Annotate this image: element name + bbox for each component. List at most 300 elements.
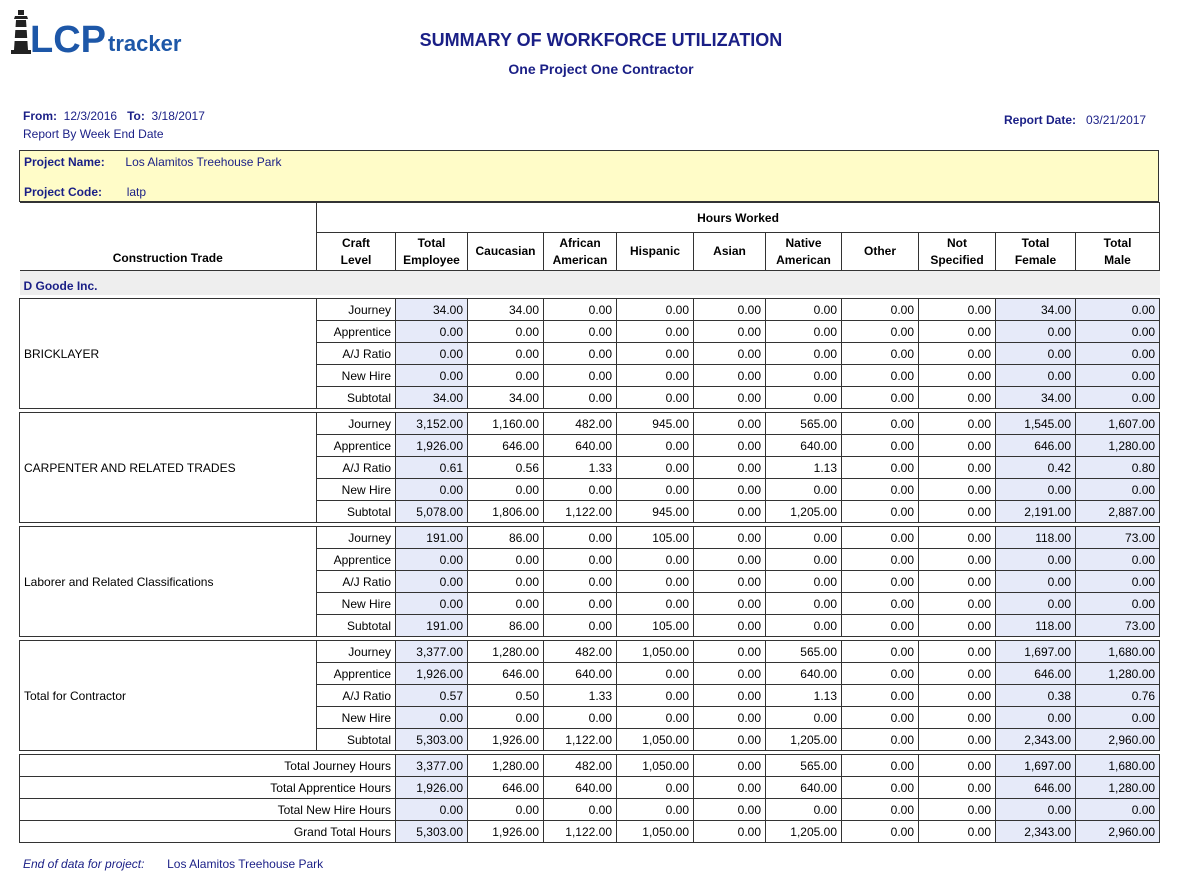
table-cell: 482.00	[544, 641, 617, 663]
table-cell: 34.00	[996, 387, 1076, 409]
table-cell: 640.00	[766, 435, 842, 457]
table-cell: 0.00	[544, 527, 617, 549]
column-header-line2: Female	[1014, 252, 1057, 267]
table-cell: 191.00	[396, 615, 468, 637]
table-cell: 1,122.00	[544, 501, 617, 523]
table-cell: 0.00	[544, 365, 617, 387]
table-cell: 0.00	[468, 365, 544, 387]
table-cell: 0.00	[468, 707, 544, 729]
table-cell: 0.00	[919, 343, 996, 365]
table-cell: 482.00	[544, 755, 617, 777]
table-cell: 0.00	[842, 641, 919, 663]
table-cell: 1,697.00	[996, 755, 1076, 777]
table-cell: 0.00	[919, 821, 996, 843]
craft-level: Journey	[317, 527, 396, 549]
craft-level: A/J Ratio	[317, 571, 396, 593]
table-cell: 646.00	[468, 663, 544, 685]
craft-level: New Hire	[317, 479, 396, 501]
to-label: To:	[127, 109, 145, 123]
table-cell: 0.00	[694, 343, 766, 365]
report-title: SUMMARY OF WORKFORCE UTILIZATION	[419, 30, 783, 50]
table-cell: 0.00	[694, 755, 766, 777]
table-cell: 0.00	[694, 729, 766, 751]
table-cell: 0.00	[842, 387, 919, 409]
table-cell: 565.00	[766, 641, 842, 663]
table-cell: 1,926.00	[468, 821, 544, 843]
table-cell: 0.00	[766, 527, 842, 549]
report-basis: Report By Week End Date	[23, 127, 164, 141]
column-header-native-american	[766, 233, 842, 271]
from-value: 12/3/2016	[63, 109, 118, 123]
table-cell: 0.00	[842, 821, 919, 843]
project-code-value: latp	[126, 185, 147, 199]
table-cell: 646.00	[996, 663, 1076, 685]
table-cell: 1,280.00	[1076, 777, 1160, 799]
date-range	[23, 109, 205, 123]
project-info-box	[19, 150, 1159, 202]
table-cell: 0.00	[617, 593, 694, 615]
table-cell: 0.00	[996, 799, 1076, 821]
table-cell: 0.00	[1076, 365, 1160, 387]
table-cell: 1,160.00	[468, 413, 544, 435]
table-cell: 0.00	[919, 777, 996, 799]
table-cell: 86.00	[468, 615, 544, 637]
column-header-craft-level	[317, 233, 396, 271]
table-cell: 1.33	[544, 457, 617, 479]
table-cell: 0.00	[766, 343, 842, 365]
column-header-line2: Employee	[403, 252, 460, 267]
table-cell: 0.00	[617, 321, 694, 343]
table-cell: 0.00	[842, 501, 919, 523]
from-label: From:	[23, 109, 57, 123]
table-cell: 1,806.00	[468, 501, 544, 523]
table-cell: 0.00	[617, 299, 694, 321]
table-cell: 0.00	[842, 343, 919, 365]
table-cell: 0.38	[996, 685, 1076, 707]
column-header-line2: Specified	[930, 252, 984, 267]
table-cell: 0.00	[842, 365, 919, 387]
table-cell: 0.00	[468, 321, 544, 343]
table-cell: 0.00	[842, 729, 919, 751]
table-cell: 1,607.00	[1076, 413, 1160, 435]
table-row	[20, 527, 1160, 549]
svg-text:tracker: tracker	[108, 31, 182, 56]
contractor-name: D Goode Inc.	[20, 271, 1160, 295]
table-cell: 0.00	[617, 663, 694, 685]
total-label: Grand Total Hours	[20, 821, 396, 843]
table-cell: 0.00	[694, 549, 766, 571]
table-cell: 1,545.00	[996, 413, 1076, 435]
table-cell: 0.00	[842, 571, 919, 593]
table-cell: 34.00	[996, 299, 1076, 321]
table-cell: 0.00	[468, 571, 544, 593]
table-cell: 0.00	[1076, 799, 1160, 821]
table-cell: 646.00	[468, 777, 544, 799]
total-row	[20, 755, 1160, 777]
table-cell: 0.00	[996, 479, 1076, 501]
table-cell: 0.00	[919, 435, 996, 457]
table-cell: 3,377.00	[396, 755, 468, 777]
table-cell: 73.00	[1076, 615, 1160, 637]
table-cell: 0.00	[694, 321, 766, 343]
table-cell: 34.00	[396, 387, 468, 409]
table-cell: 0.00	[544, 387, 617, 409]
table-cell: 0.00	[694, 527, 766, 549]
table-cell: 0.00	[919, 593, 996, 615]
table-row	[20, 299, 1160, 321]
table-cell: 0.00	[617, 799, 694, 821]
table-cell: 0.42	[996, 457, 1076, 479]
table-cell: 105.00	[617, 527, 694, 549]
table-cell: 2,191.00	[996, 501, 1076, 523]
table-cell: 0.00	[919, 707, 996, 729]
table-cell: 0.00	[544, 299, 617, 321]
table-cell: 0.00	[919, 479, 996, 501]
craft-level: Apprentice	[317, 663, 396, 685]
table-cell: 0.00	[617, 479, 694, 501]
table-cell: 0.00	[468, 593, 544, 615]
craft-level: Subtotal	[317, 387, 396, 409]
table-cell: 1,926.00	[468, 729, 544, 751]
column-header-line1: Craft	[341, 235, 370, 250]
table-cell: 1,926.00	[396, 663, 468, 685]
table-cell: 0.00	[996, 549, 1076, 571]
table-cell: 1,697.00	[996, 641, 1076, 663]
table-cell: 0.00	[544, 343, 617, 365]
craft-level: New Hire	[317, 593, 396, 615]
table-cell: 0.00	[694, 799, 766, 821]
table-cell: 0.00	[919, 527, 996, 549]
table-cell: 0.00	[694, 299, 766, 321]
table-cell: 118.00	[996, 615, 1076, 637]
table-cell: 3,152.00	[396, 413, 468, 435]
table-cell: 646.00	[996, 435, 1076, 457]
column-header-line2: Caucasian	[475, 244, 536, 258]
table-cell: 0.00	[694, 413, 766, 435]
table-cell: 0.00	[919, 799, 996, 821]
end-of-data	[23, 857, 323, 871]
table-cell: 0.00	[396, 321, 468, 343]
table-cell: 1,926.00	[396, 777, 468, 799]
table-cell: 0.00	[842, 321, 919, 343]
table-cell: 0.00	[1076, 593, 1160, 615]
column-header-line2: Other	[863, 244, 896, 258]
table-cell: 0.00	[1076, 707, 1160, 729]
column-header-african-american	[544, 233, 617, 271]
table-cell: 0.00	[617, 365, 694, 387]
trade-name: BRICKLAYER	[20, 299, 317, 409]
table-cell: 1,280.00	[1076, 435, 1160, 457]
table-cell: 1,280.00	[468, 641, 544, 663]
column-header-line2: Hispanic	[629, 244, 680, 258]
table-cell: 0.00	[919, 615, 996, 637]
table-cell: 565.00	[766, 413, 842, 435]
table-cell: 1,050.00	[617, 821, 694, 843]
table-cell: 0.00	[396, 593, 468, 615]
report-date-value: 03/21/2017	[1086, 113, 1147, 127]
column-header-line1: Total	[1021, 235, 1050, 250]
table-cell: 0.00	[1076, 387, 1160, 409]
table-cell: 0.00	[468, 549, 544, 571]
total-row	[20, 821, 1160, 843]
table-cell: 0.00	[842, 593, 919, 615]
project-name-value: Los Alamitos Treehouse Park	[125, 155, 282, 169]
table-cell: 640.00	[766, 663, 842, 685]
report-date-label: Report Date:	[1004, 113, 1077, 127]
column-header-line2: American	[776, 252, 831, 267]
table-cell: 0.00	[842, 457, 919, 479]
column-header-total-employee	[396, 233, 468, 271]
table-cell: 646.00	[996, 777, 1076, 799]
table-cell: 0.00	[842, 755, 919, 777]
table-cell: 0.61	[396, 457, 468, 479]
table-cell: 0.00	[766, 799, 842, 821]
table-cell: 0.00	[694, 571, 766, 593]
table-row	[20, 413, 1160, 435]
table-cell: 1,205.00	[766, 821, 842, 843]
table-cell: 5,303.00	[396, 821, 468, 843]
report-date	[1004, 113, 1146, 127]
table-cell: 0.00	[919, 299, 996, 321]
table-cell: 0.00	[544, 571, 617, 593]
total-label: Total Journey Hours	[20, 755, 396, 777]
table-cell: 0.00	[468, 343, 544, 365]
craft-level: New Hire	[317, 707, 396, 729]
table-cell: 2,343.00	[996, 821, 1076, 843]
table-cell: 945.00	[617, 501, 694, 523]
table-cell: 0.00	[694, 457, 766, 479]
column-header-hispanic	[617, 233, 694, 271]
table-cell: 0.00	[842, 707, 919, 729]
table-cell: 0.00	[396, 365, 468, 387]
table-cell: 0.00	[766, 365, 842, 387]
table-cell: 0.00	[1076, 321, 1160, 343]
craft-level: Journey	[317, 413, 396, 435]
total-label: Total New Hire Hours	[20, 799, 396, 821]
table-cell: 0.00	[694, 685, 766, 707]
table-cell: 0.00	[694, 501, 766, 523]
table-cell: 0.00	[919, 501, 996, 523]
table-cell: 0.00	[842, 777, 919, 799]
table-cell: 0.00	[919, 729, 996, 751]
table-cell: 0.00	[842, 549, 919, 571]
column-header-line1: Total	[417, 235, 446, 250]
end-of-data-project: Los Alamitos Treehouse Park	[167, 857, 324, 871]
table-cell: 0.00	[919, 571, 996, 593]
column-header-total-female	[996, 233, 1076, 271]
table-cell: 0.00	[919, 663, 996, 685]
column-header-line1: Total	[1103, 235, 1132, 250]
craft-level: A/J Ratio	[317, 685, 396, 707]
table-cell: 640.00	[544, 777, 617, 799]
table-cell: 0.00	[842, 663, 919, 685]
table-cell: 0.00	[1076, 479, 1160, 501]
table-cell: 0.00	[766, 571, 842, 593]
table-cell: 1,122.00	[544, 729, 617, 751]
table-cell: 0.00	[1076, 343, 1160, 365]
table-row	[20, 641, 1160, 663]
table-cell: 0.00	[842, 615, 919, 637]
table-cell: 0.00	[766, 387, 842, 409]
table-cell: 0.00	[842, 413, 919, 435]
craft-level: Journey	[317, 299, 396, 321]
column-header-not-specified	[919, 233, 996, 271]
table-cell: 0.00	[617, 685, 694, 707]
table-cell: 0.00	[766, 321, 842, 343]
table-cell: 0.00	[544, 549, 617, 571]
craft-level: Apprentice	[317, 321, 396, 343]
table-cell: 0.00	[842, 299, 919, 321]
table-cell: 0.80	[1076, 457, 1160, 479]
table-cell: 0.00	[766, 593, 842, 615]
craft-level: Apprentice	[317, 435, 396, 457]
table-cell: 0.00	[396, 799, 468, 821]
trade-name: Laborer and Related Classifications	[20, 527, 317, 637]
table-cell: 0.00	[396, 549, 468, 571]
table-cell: 1,050.00	[617, 641, 694, 663]
craft-level: Apprentice	[317, 549, 396, 571]
table-cell: 0.00	[919, 365, 996, 387]
table-cell: 0.00	[694, 365, 766, 387]
table-cell: 0.00	[694, 615, 766, 637]
craft-level: Journey	[317, 641, 396, 663]
table-cell: 0.00	[996, 593, 1076, 615]
table-cell: 1,680.00	[1076, 641, 1160, 663]
table-cell: 34.00	[468, 387, 544, 409]
table-cell: 73.00	[1076, 527, 1160, 549]
table-cell: 640.00	[766, 777, 842, 799]
table-cell: 0.00	[919, 685, 996, 707]
construction-trade-header: Construction Trade	[20, 233, 317, 271]
table-cell: 0.00	[766, 615, 842, 637]
craft-level: Subtotal	[317, 501, 396, 523]
table-cell: 1,050.00	[617, 755, 694, 777]
craft-level: New Hire	[317, 365, 396, 387]
table-cell: 1.13	[766, 457, 842, 479]
table-cell: 945.00	[617, 413, 694, 435]
table-cell: 0.00	[919, 641, 996, 663]
table-cell: 0.00	[919, 413, 996, 435]
table-cell: 0.00	[842, 527, 919, 549]
total-label: Total Apprentice Hours	[20, 777, 396, 799]
table-cell: 0.00	[694, 777, 766, 799]
table-cell: 5,078.00	[396, 501, 468, 523]
table-cell: 640.00	[544, 435, 617, 457]
table-cell: 0.00	[1076, 549, 1160, 571]
table-cell: 0.00	[468, 799, 544, 821]
table-cell: 0.00	[694, 593, 766, 615]
end-of-data-label: End of data for project:	[23, 857, 145, 871]
report-subtitle: One Project One Contractor	[508, 61, 694, 77]
column-header-line2: Male	[1104, 252, 1131, 267]
table-cell: 2,960.00	[1076, 821, 1160, 843]
table-cell: 0.00	[396, 343, 468, 365]
table-cell: 0.00	[694, 821, 766, 843]
column-header-line1: Not	[947, 235, 967, 250]
table-cell: 0.00	[544, 615, 617, 637]
project-code-label: Project Code:	[24, 185, 103, 199]
table-cell: 0.50	[468, 685, 544, 707]
table-cell: 0.00	[842, 799, 919, 821]
table-cell: 1,205.00	[766, 501, 842, 523]
table-cell: 0.00	[766, 479, 842, 501]
table-cell: 0.00	[919, 321, 996, 343]
trade-name: Total for Contractor	[20, 641, 317, 751]
table-cell: 2,887.00	[1076, 501, 1160, 523]
craft-level: Subtotal	[317, 729, 396, 751]
table-cell: 0.00	[919, 387, 996, 409]
svg-text:LCP: LCP	[30, 19, 106, 58]
table-cell: 0.00	[996, 321, 1076, 343]
table-cell: 0.00	[617, 549, 694, 571]
total-row	[20, 799, 1160, 821]
table-cell: 0.00	[617, 707, 694, 729]
column-header-line1: African	[559, 235, 601, 250]
table-cell: 0.00	[842, 479, 919, 501]
table-cell: 0.56	[468, 457, 544, 479]
table-cell: 1,205.00	[766, 729, 842, 751]
table-cell: 3,377.00	[396, 641, 468, 663]
table-cell: 0.00	[468, 479, 544, 501]
table-cell: 1,680.00	[1076, 755, 1160, 777]
to-value: 3/18/2017	[151, 109, 205, 123]
workforce-table	[19, 202, 1160, 843]
table-cell: 1,122.00	[544, 821, 617, 843]
table-cell: 0.00	[396, 479, 468, 501]
table-cell: 0.00	[694, 641, 766, 663]
table-cell: 565.00	[766, 755, 842, 777]
table-cell: 34.00	[396, 299, 468, 321]
hours-worked-header: Hours Worked	[317, 203, 1160, 233]
table-cell: 1.13	[766, 685, 842, 707]
table-cell: 0.00	[919, 457, 996, 479]
column-header-line2: Asian	[713, 244, 746, 258]
craft-level: A/J Ratio	[317, 343, 396, 365]
table-cell: 0.00	[996, 571, 1076, 593]
table-cell: 105.00	[617, 615, 694, 637]
table-cell: 0.00	[1076, 299, 1160, 321]
table-cell: 1,280.00	[468, 755, 544, 777]
table-cell: 0.00	[694, 435, 766, 457]
table-cell: 0.00	[617, 387, 694, 409]
table-cell: 646.00	[468, 435, 544, 457]
table-cell: 0.00	[694, 387, 766, 409]
table-cell: 0.00	[617, 777, 694, 799]
table-cell: 5,303.00	[396, 729, 468, 751]
table-cell: 640.00	[544, 663, 617, 685]
table-cell: 0.00	[694, 479, 766, 501]
trade-name: CARPENTER AND RELATED TRADES	[20, 413, 317, 523]
table-cell: 34.00	[468, 299, 544, 321]
table-cell: 86.00	[468, 527, 544, 549]
table-cell: 0.00	[919, 755, 996, 777]
table-cell: 0.00	[617, 571, 694, 593]
table-cell: 118.00	[996, 527, 1076, 549]
table-cell: 0.00	[919, 549, 996, 571]
table-cell: 0.00	[396, 571, 468, 593]
table-cell: 0.00	[694, 707, 766, 729]
project-name-label: Project Name:	[24, 155, 105, 169]
table-cell: 2,960.00	[1076, 729, 1160, 751]
table-cell: 0.00	[544, 321, 617, 343]
total-row	[20, 777, 1160, 799]
craft-level: Subtotal	[317, 615, 396, 637]
table-cell: 1,280.00	[1076, 663, 1160, 685]
column-header-other	[842, 233, 919, 271]
table-cell: 0.00	[544, 479, 617, 501]
table-cell: 1.33	[544, 685, 617, 707]
table-cell: 0.00	[1076, 571, 1160, 593]
